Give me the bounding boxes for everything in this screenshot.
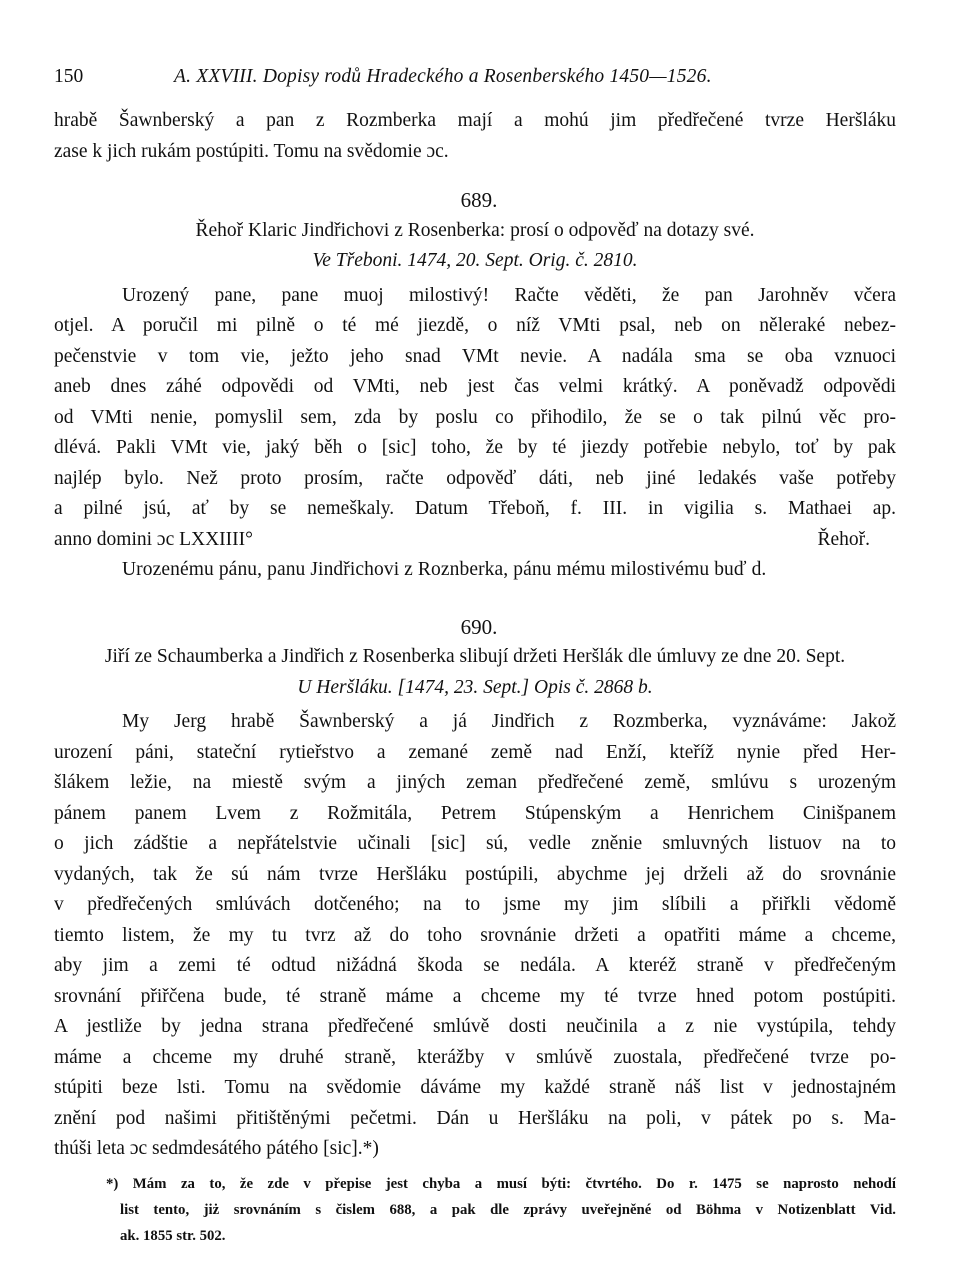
letter-source: Ve Třeboni. 1474, 20. Sept. Orig. č. 2810. <box>312 250 638 271</box>
text-line: srovnání přiřčena bude, té straně máme a chceme my té tvrze hned potom postúpiti. <box>54 985 896 1007</box>
letter-summary: Řehoř Klaric Jindřichovi z Rosenberka: prosí o odpověď na dotazy své. <box>195 219 755 241</box>
text-line: otjel. A poručil mi pilně o té mé jiezdě, o níž VMti psal, neb on něleraké nebez- <box>54 315 896 336</box>
footnote-line: ak. 1855 str. 502. <box>120 1227 226 1244</box>
text-line: stúpiti beze lsti. Tomu na svědomie dáváme my každé straně náš list v jednostajném <box>54 1077 896 1098</box>
text-line: aneb dnes záhé odpovědi od VMti, neb jest čas velmi krátký. A poněvadž odpovědi <box>54 376 896 397</box>
text-line: v předřečených smlúvách dotčeného; na to jsme my jim slíbili a přiřkli vědomě <box>54 894 896 915</box>
text-line: pánem panem Lvem z Rožmitála, Petrem Stúpenským a Henrichem Cinišpanem <box>54 802 896 824</box>
letter-number: 689. <box>460 188 498 212</box>
text-line: najlép bylo. Než proto prosím, račte odpověď dáti, neb jiné ledakés vaše potřeby <box>54 467 896 489</box>
text-line: hrabě Šawnberský a pan z Rozmberka mají a mohú jim předřečené tvrze Heršláku <box>54 110 896 131</box>
footnote-line: *) Mám za to, že zde v přepise jest chyba a musí býti: čtvrtého. Do r. 1475 se naprosto nehodí <box>106 1175 896 1192</box>
text-line: A jestliže by jedna strana předřečené smlúvě dosti neučinila a z nie vystúpila, tehdy <box>54 1016 896 1037</box>
text-line: aby jim a zemi té odtud nižádná škoda se nedála. A kteréž straně v předřečeným <box>54 955 896 976</box>
running-header <box>54 62 896 88</box>
text-line: pečenstvie v tom vie, ježto jeho snad VMt nevie. A nadála sma se oba vznuoci <box>54 345 896 367</box>
closing-line <box>54 525 896 556</box>
letter-number: 690. <box>460 614 498 639</box>
text-line: My Jerg hrabě Šawnberský a já Jindřich z Rozmberka, vyznáváme: Jakož <box>122 711 896 732</box>
text-line: vydaných, tak že sú nám tvrze Heršláku postúpili, abychme jej drželi až do srovnánie <box>54 863 896 885</box>
text-line: a pilné jsú, ať by se nemeškaly. Datum Třeboň, f. III. in vigilia s. Mathaei ap. <box>54 498 896 519</box>
letter-summary: Jiří ze Schaumberka a Jindřich z Rosenberka slibují držeti Heršlák dle úmluvy ze dne 20. Sept. <box>104 646 846 667</box>
text-line: o jich zádštie a nepřátelstvie učinali [sic] sú, vedle zněnie smluvných listuov na to <box>54 833 896 854</box>
running-title: A. XXVIII. Dopisy rodů Hradeckého a Rosenberského 1450—1526. <box>174 66 712 87</box>
letter-source: U Heršláku. [1474, 23. Sept.] Opis č. 2868 b. <box>297 676 653 698</box>
letter-body <box>54 281 896 586</box>
footnote-line: list tento, jiż srovnáním s čislem 688, a pak dle zprávy uveřejněné od Böhma v Notizenblatt Vid. <box>120 1201 896 1218</box>
text-line: zase k jich rukám postúpiti. Tomu na svědomie ɔc. <box>54 140 449 162</box>
text-line: šlákem ležie, na miestě svým a jiných zeman předřečené země, smlúvu s urozeným <box>54 772 896 793</box>
address: Urozenému pánu, panu Jindřichovi z Roznberka, pánu mému milostivému buď d. <box>122 559 767 580</box>
signature: Řehoř. <box>817 528 870 550</box>
letter-body <box>54 707 896 1165</box>
section-gap <box>54 167 896 185</box>
text-line: tiemto listem, že my tu tvrz až do toho srovnánie držeti a opatřiti máme a chceme, <box>54 924 896 946</box>
intro-paragraph <box>54 106 896 167</box>
text-line: dlévá. Pakli VMt vie, jaký běh o [sic] toho, že by té jiezdy potřebie nebylo, toť by pak <box>54 437 896 458</box>
closing-date: anno domini ɔc LXXIIII° <box>54 528 253 550</box>
footnote <box>54 1171 896 1249</box>
text-line: od VMti nenie, pomyslil sem, zda by poslu co přihodilo, že se o tak pilnú věc pro- <box>54 406 896 428</box>
section-gap <box>54 586 896 612</box>
text-line: thúši leta ɔc sedmdesátého pátého [sic].*) <box>54 1138 379 1159</box>
letter-689 <box>54 185 896 586</box>
text-line: znění pod našimi přitištěnými pečetmi. Dán u Heršláku na poli, v pátek po s. Ma- <box>54 1107 896 1129</box>
page-number: 150 <box>54 66 84 87</box>
text-line: urození páni, stateční rytieřstvo a zemané země nad Enží, kteříž nynie před Her- <box>54 741 896 763</box>
text-line: máme a chceme my druhé straně, kterážby v smlúvě zuostala, předřečené tvrze po- <box>54 1046 896 1068</box>
text-line: Urozený pane, pane muoj milostivý! Račte věděti, že pan Jarohněv včera <box>122 284 896 306</box>
letter-690 <box>54 612 896 1165</box>
